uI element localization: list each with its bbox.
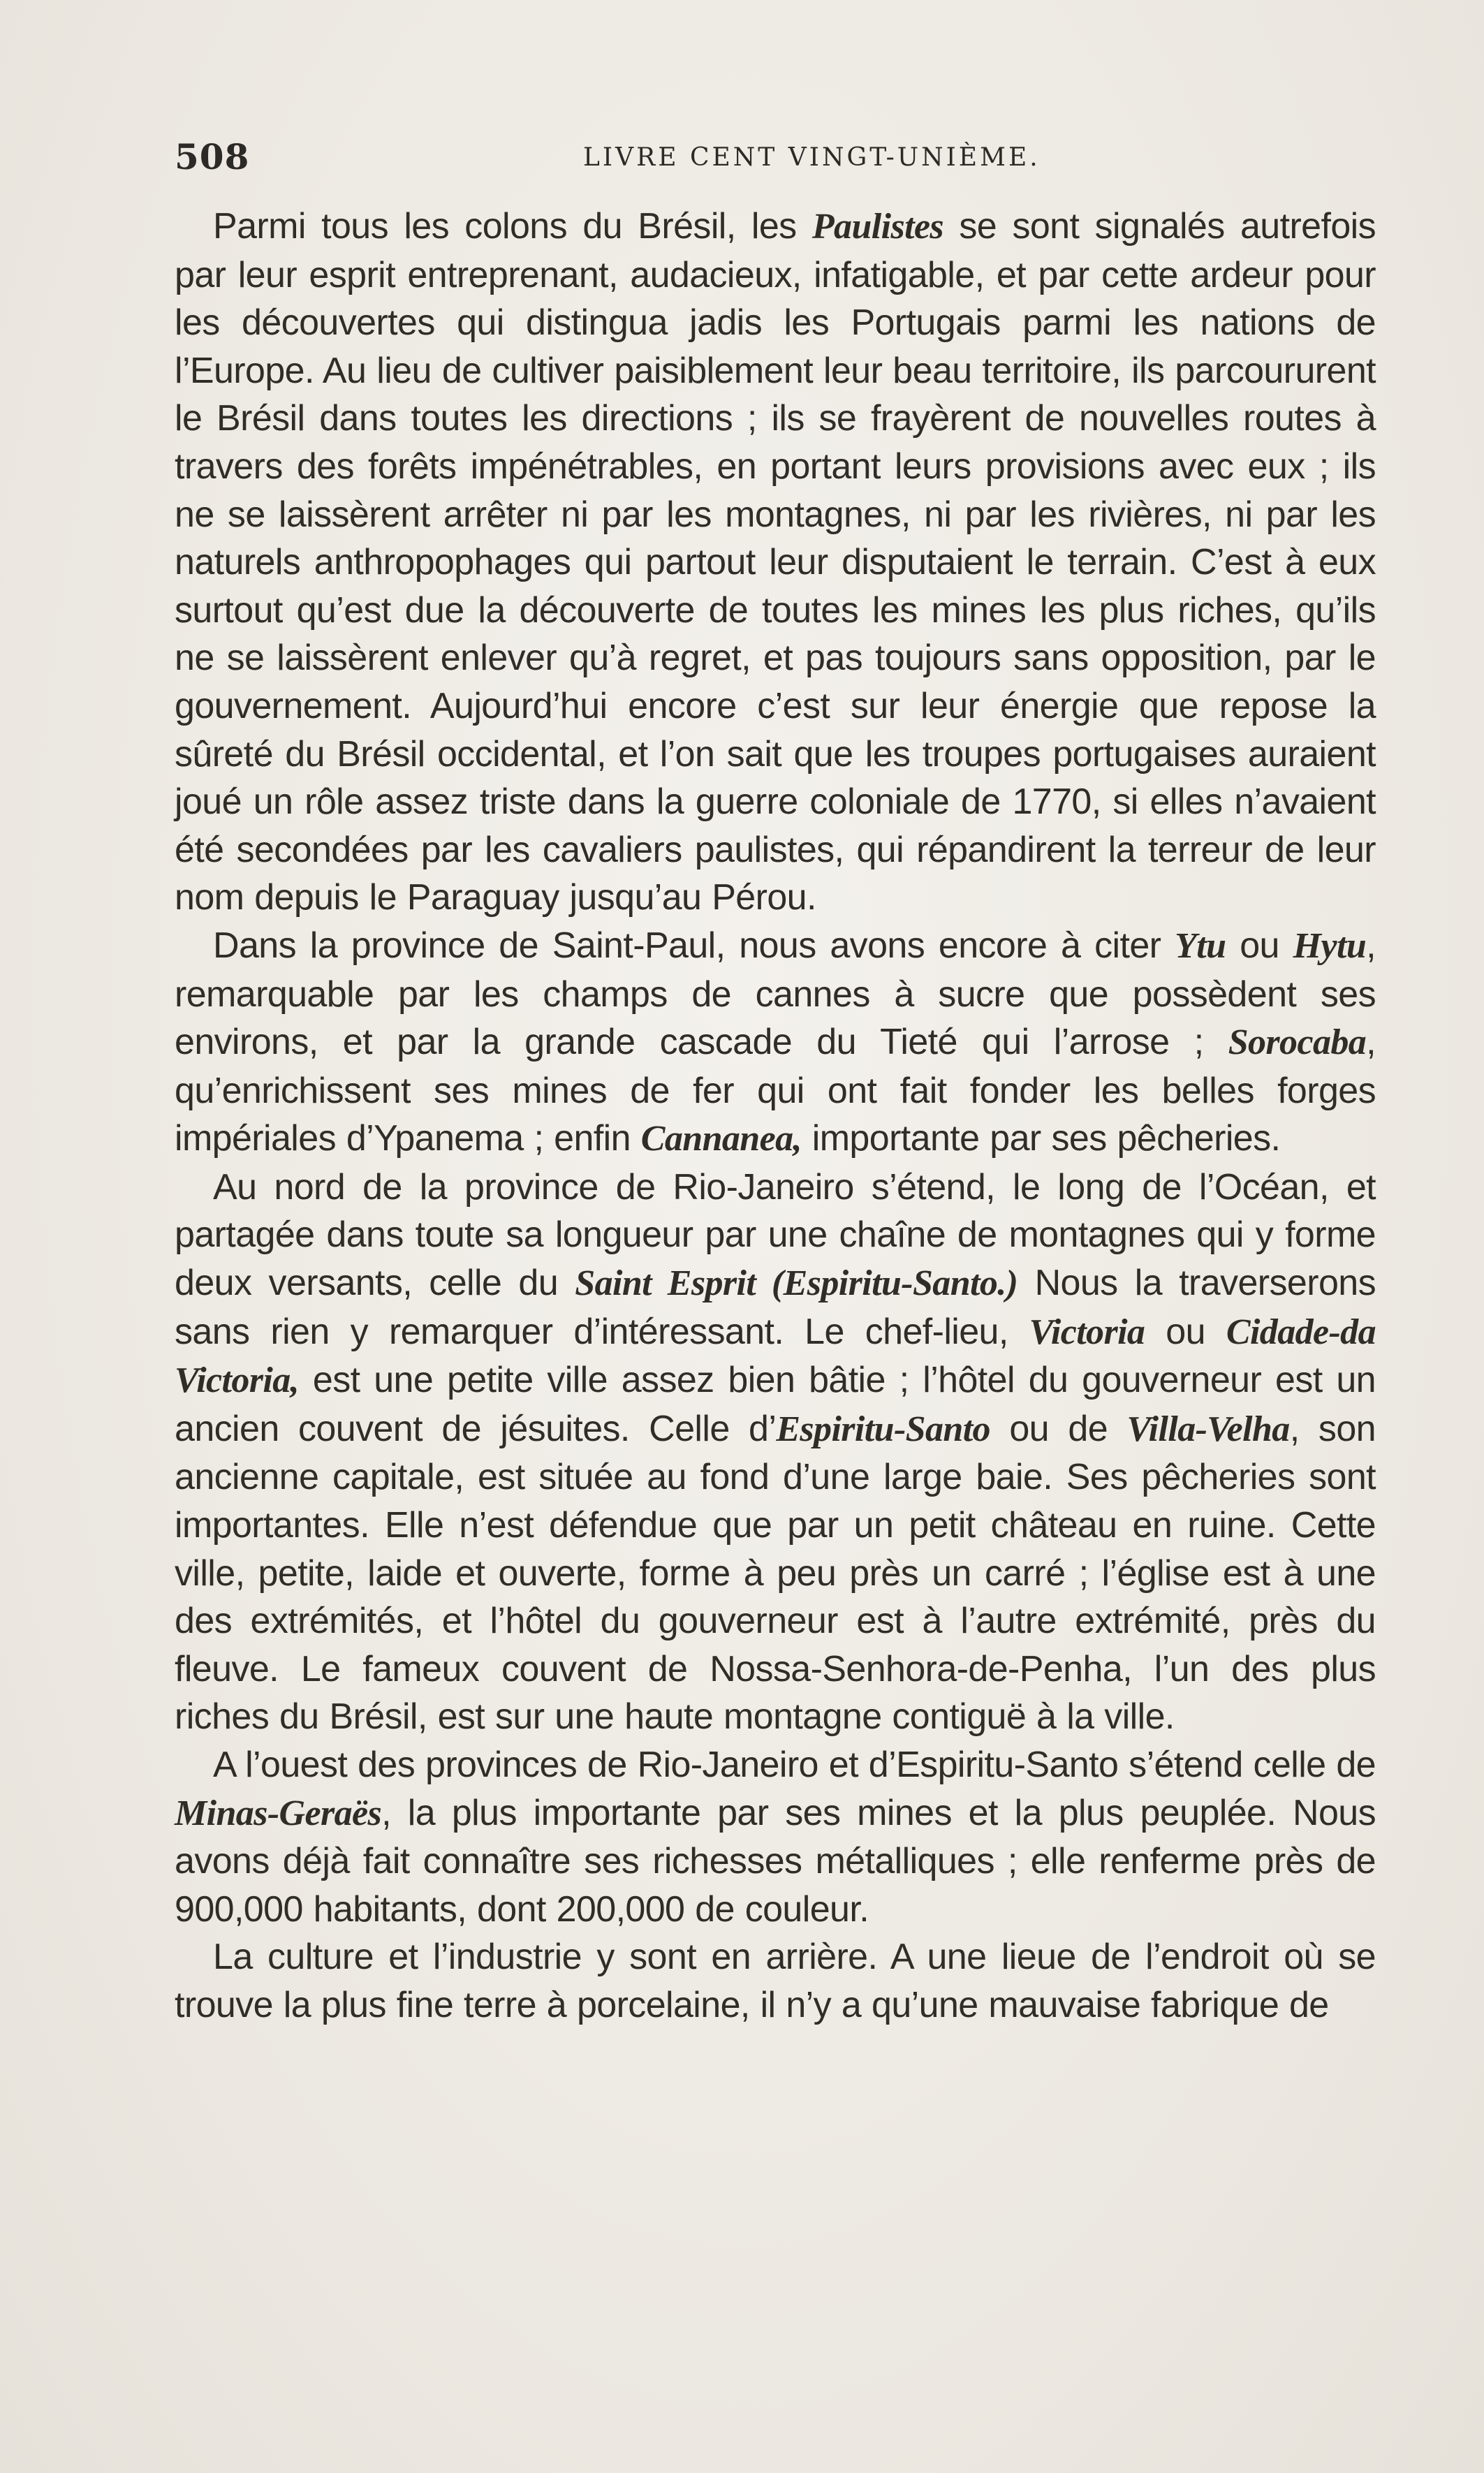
paragraph-minas-geraes: A l’ouest des provinces de Rio-Janeiro et d’Espiritu-Santo s’étend celle de Minas-Geraës, la plus importante par ses mines et la plus peuplée. Nous avons déjà fait connaître ses richesses métalliques ; elle renferme près de 900,000 habitants, dont 200,000 de couleur. — [175, 1745, 1376, 1930]
paragraph-paulistes: Parmi tous les colons du Brésil, les Paulistes se sont signalés autrefois par leur esprit entreprenant, audacieux, infatigable, et par cette ardeur pour les découvertes qui distingua jadis les Portugais parmi les nations de l’Europe. Au lieu de cultiver paisiblement leur beau territoire, ils parcoururent le Brésil dans toutes les directions ; ils se frayèrent de nouvelles routes à travers des forêts impénétrables, en portant leurs provisions avec eux ; ils ne se laissèrent arrêter ni par les montagnes, ni par les rivières, ni par les naturels anthropophages qui partout leur disputaient le terrain. C’est à eux surtout qu’est due la découverte de toutes les mines les plus riches, qu’ils ne se laissèrent enlever qu’à regret, et pas toujours sans opposition, par le gouvernement. Aujourd’hui encore c’est sur leur énergie que repose la sûreté du Brésil occidental, et l’on sait que les troupes portugaises auraient joué un rôle assez triste dans la guerre coloniale de 1770, si elles n’avaient été secondées par les cavaliers paulistes, qui répandirent la terreur de leur nom depuis le Paraguay jusqu’au Pérou. — [175, 206, 1376, 918]
paragraph-saint-paul: Dans la province de Saint-Paul, nous avons encore à citer Ytu ou Hytu, remarquable par les champs de cannes à sucre que possèdent ses environs, et par la grande cascade du Tieté qui l’arrose ; Sorocaba, qu’enrichissent ses mines de fer qui ont fait fonder les belles forges impériales d’Ypanema ; enfin Cannanea, importante par ses pêcheries. — [175, 925, 1376, 1159]
paragraph-culture: La culture et l’industrie y sont en arrière. A une lieue de l’endroit où se trouve la plus fine terre à porcelaine, il n’y a qu’une mauvaise fabrique de — [175, 1937, 1376, 2025]
running-head: LIVRE CENT VINGT-UNIÈME. — [583, 143, 1041, 172]
paragraph-espiritu-santo: Au nord de la province de Rio-Janeiro s’étend, le long de l’Océan, et partagée dans toute sa longueur par une chaîne de montagnes qui y forme deux versants, celle du Saint Esprit (Espiritu-Santo.) Nous la traverserons sans rien y remarquer d’intéressant. Le chef-lieu, Victoria ou Cidade-da Victoria, est une petite ville assez bien bâtie ; l’hôtel du gouverneur est un ancien couvent de jésuites. Celle d’Espiritu-Santo ou de Villa-Velha, son ancienne capitale, est située au fond d’une large baie. Ses pêcheries sont importantes. Elle n’est défendue que par un petit château en ruine. Cette ville, petite, laide et ouverte, forme à peu près un carré ; l’église est à une des extrémités, et l’hôtel du gouverneur est à l’autre extrémité, près du fleuve. Le fameux couvent de Nossa-Senhora-de-Penha, l’un des plus riches du Brésil, est sur une haute montagne contiguë à la ville. — [175, 1166, 1376, 1738]
body-text — [175, 203, 1376, 2030]
page-header — [175, 136, 1376, 185]
page-number: 508 — [175, 136, 250, 177]
